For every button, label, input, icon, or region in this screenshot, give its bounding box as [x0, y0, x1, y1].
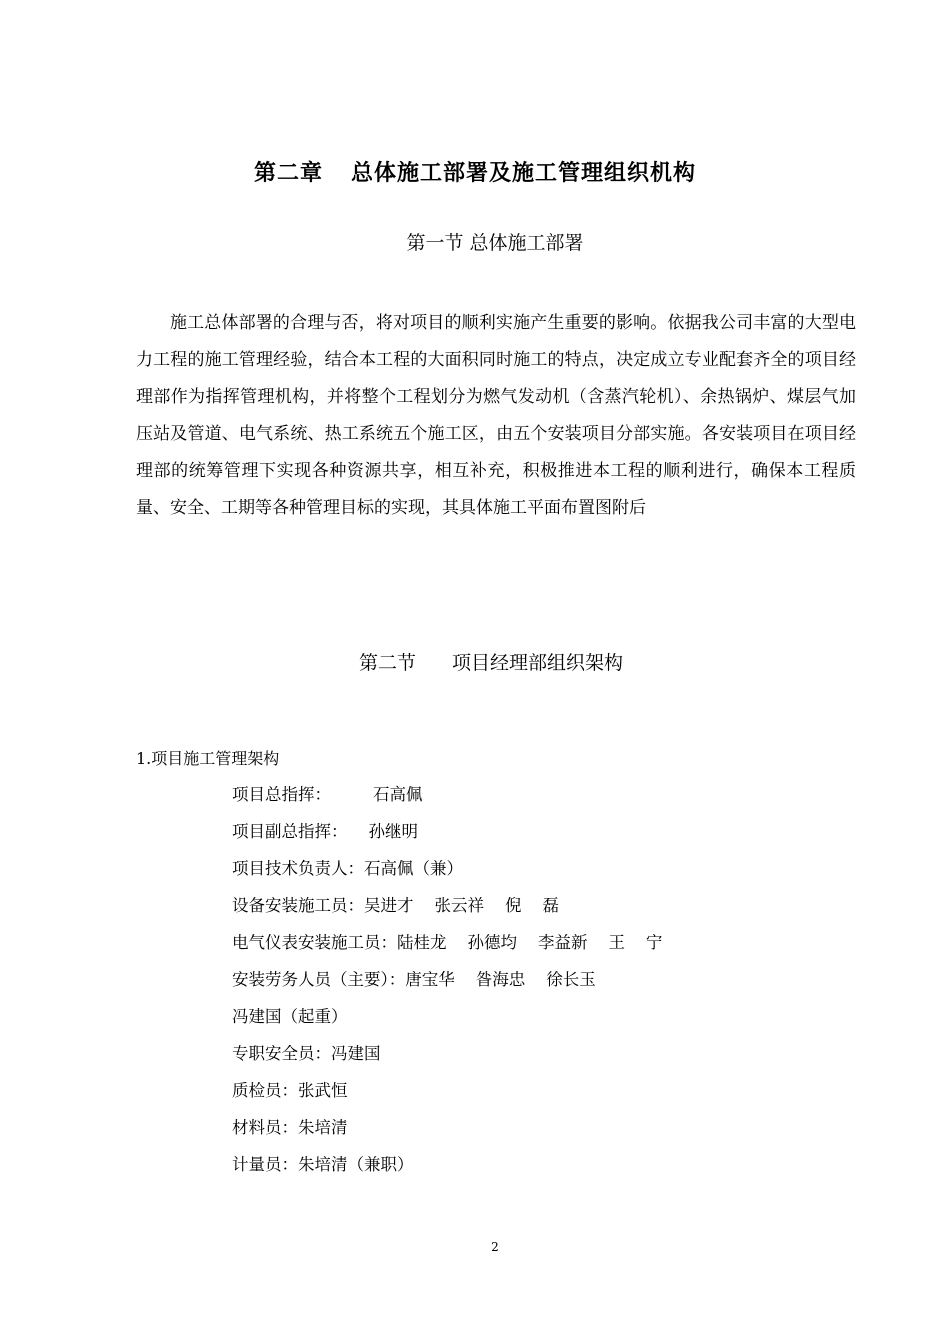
section-2-heading: 项目经理部组织架构	[452, 652, 624, 674]
org-subheading: 1.项目施工管理架构	[136, 749, 280, 768]
org-item: 质检员：张武恒	[232, 1081, 348, 1100]
page-number: 2	[491, 1240, 499, 1254]
section-1-title	[0, 228, 950, 255]
chapter-heading: 总体施工部署及施工管理组织机构	[351, 161, 697, 186]
org-list	[232, 779, 832, 1186]
org-item: 设备安装施工员：吴进才 张云祥 倪 磊	[232, 896, 559, 915]
org-item: 安装劳务人员（主要）：唐宝华 昝海忠 徐长玉	[232, 970, 596, 989]
chapter-label: 第二章	[253, 161, 323, 186]
section-1-heading: 总体施工部署	[469, 232, 584, 254]
chapter-title	[0, 156, 950, 187]
org-item: 冯建国（起重）	[232, 1007, 348, 1026]
org-item: 材料员：朱培清	[232, 1118, 348, 1137]
section-2-label: 第二节	[358, 652, 416, 674]
org-item: 项目副总指挥： 孙继明	[232, 822, 418, 841]
section-1-label: 第一节	[406, 232, 464, 254]
org-item: 项目总指挥： 石高佩	[232, 785, 423, 804]
org-item: 专职安全员：冯建国	[232, 1044, 381, 1063]
org-item: 项目技术负责人：石高佩（兼）	[232, 859, 463, 878]
section-2-title	[0, 648, 950, 675]
deployment-paragraph: 施工总体部署的合理与否，将对项目的顺利实施产生重要的影响。依据我公司丰富的大型电力工程的施工管理经验，结合本工程的大面积同时施工的特点，决定成立专业配套齐全的项目经理部作为指挥管理机构，并将整个工程划分为燃气发动机（含蒸汽轮机）、余热锅炉、煤层气加压站及管道、电气系统、热工系统五个施工区，由五个安装项目分部实施。各安装项目在项目经理部的统筹管理下实现各种资源共享，相互补充，积极推进本工程的顺利进行，确保本工程质量、安全、工期等各种管理目标的实现，其具体施工平面布置图附后	[136, 313, 856, 518]
org-item: 电气仪表安装施工员：陆桂龙 孙德均 李益新 王 宁	[232, 933, 663, 952]
org-item: 计量员：朱培清（兼职）	[232, 1155, 414, 1174]
